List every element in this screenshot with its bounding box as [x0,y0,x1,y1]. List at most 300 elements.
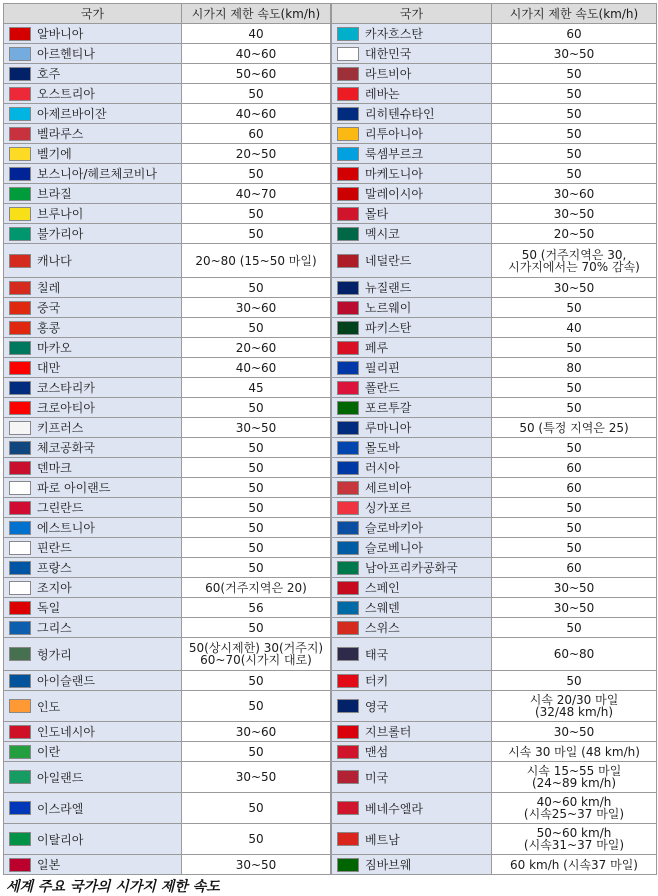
left-table [3,3,331,875]
table-row [332,164,657,184]
country-name: 체코공화국 [37,441,95,455]
country-cell [332,64,492,84]
country-cell [332,298,492,318]
flag-icon [9,699,31,713]
country-cell [332,478,492,498]
speed-limit-value: 50 [248,801,264,815]
country-name: 브루나이 [37,207,84,221]
country-cell [4,278,182,298]
country-name: 대한민국 [365,47,412,61]
speed-limit-cell [492,338,657,358]
speed-limit-cell [182,722,331,742]
speed-limit-value: 50 [566,106,582,121]
left-header-row [4,4,331,24]
country-name: 조지아 [37,581,72,595]
country-name: 칠레 [37,281,61,295]
country-cell [4,671,182,691]
country-name: 파키스탄 [365,321,412,335]
speed-limit-cell [492,438,657,458]
flag-icon [337,801,359,815]
flag-icon [9,725,31,739]
country-cell [332,458,492,478]
flag-icon [9,745,31,759]
table-row [332,598,657,618]
country-cell [4,24,182,44]
flag-icon [9,227,31,241]
speed-limit-value: 50 [248,560,264,575]
speed-limit-cell [182,124,331,144]
table-row [332,124,657,144]
country-cell [332,793,492,824]
speed-limit-value: 50 [248,320,264,335]
country-cell [4,124,182,144]
table-row [332,24,657,44]
flag-icon [337,461,359,475]
country-cell [4,104,182,124]
speed-limit-cell [492,378,657,398]
country-cell [4,224,182,244]
country-cell [332,438,492,458]
speed-limit-cell [182,618,331,638]
flag-icon [9,321,31,335]
flag-icon [337,521,359,535]
speed-limit-cell [182,164,331,184]
country-cell [4,478,182,498]
table-row [332,398,657,418]
speed-limit-cell [492,478,657,498]
country-name: 베트남 [365,832,400,847]
country-cell [4,398,182,418]
speed-limit-cell [492,691,657,722]
table-row [4,793,331,824]
flag-icon [9,341,31,355]
speed-limit-cell [182,144,331,164]
table-row [4,204,331,224]
speed-limit-value: 60 km/h (시속37 마일) [509,857,638,872]
country-cell [332,144,492,164]
flag-icon [9,647,31,661]
table-row [332,478,657,498]
speed-limit-cell [182,84,331,104]
flag-icon [337,647,359,661]
country-name: 인도네시아 [37,725,95,739]
flag-icon [9,361,31,375]
flag-icon [337,770,359,784]
speed-limit-cell [492,144,657,164]
speed-limit-cell [492,638,657,671]
flag-icon [9,27,31,41]
speed-limit-value: 50~60 [235,66,277,81]
country-name: 폴란드 [365,381,400,395]
speed-limit-cell [492,578,657,598]
speed-limit-cell [182,64,331,84]
table-row [332,638,657,671]
country-name: 아이슬랜드 [37,674,95,688]
table-row [332,691,657,722]
table-row [4,478,331,498]
table-row [332,64,657,84]
flag-icon [9,147,31,161]
speed-limit-value: 30~50 [553,206,595,221]
speed-limit-cell [182,398,331,418]
country-cell [332,762,492,793]
country-name: 헝가리 [37,647,72,662]
speed-limit-value: 40~60 km/h (시속25~37 마일) [523,795,625,821]
country-name: 알바니아 [37,27,84,41]
speed-limit-cell [182,598,331,618]
country-cell [332,124,492,144]
speed-limit-value: 50 [566,66,582,81]
speed-limit-cell [492,598,657,618]
flag-icon [9,381,31,395]
flag-icon [337,227,359,241]
country-cell [4,691,182,722]
flag-icon [337,147,359,161]
country-name: 그리스 [37,621,72,635]
flag-icon [9,674,31,688]
speed-limit-cell [182,184,331,204]
flag-icon [9,67,31,81]
country-name: 파로 아이랜드 [37,481,111,495]
speed-limit-value: 50 [248,500,264,515]
speed-limit-value: 30~60 [553,186,595,201]
speed-limit-value: 50 (거주지역은 30, 시가지에서는 70% 감속) [508,247,640,274]
table-row [4,671,331,691]
speed-limit-cell [492,358,657,378]
country-cell [4,164,182,184]
country-cell [4,824,182,855]
table-row [332,671,657,691]
country-cell [332,24,492,44]
flag-icon [9,858,31,872]
country-cell [4,498,182,518]
country-name: 레바논 [365,87,400,101]
flag-icon [337,361,359,375]
speed-limit-cell [182,44,331,64]
speed-limit-value: 50 [566,520,582,535]
country-cell [4,558,182,578]
speed-limit-value: 45 [248,380,264,395]
table-row [332,84,657,104]
country-name: 이탈리아 [37,832,84,847]
speed-limit-tables [3,3,655,875]
speed-limit-value: 50 [248,86,264,101]
country-cell [332,224,492,244]
flag-icon [337,301,359,315]
table-row [4,458,331,478]
country-name: 라트비아 [365,67,412,81]
speed-limit-value: 60(거주지역은 20) [205,580,307,595]
country-name: 미국 [365,770,389,785]
speed-limit-cell [492,855,657,875]
speed-header: 시가지 제한 속도(km/h) [492,4,657,24]
table-row [4,318,331,338]
country-cell [4,418,182,438]
flag-icon [337,561,359,575]
speed-limit-value: 60~80 [553,647,595,661]
speed-limit-cell [182,762,331,793]
speed-limit-cell [492,793,657,824]
country-name: 크로아티아 [37,401,95,415]
flag-icon [337,674,359,688]
flag-icon [337,832,359,846]
country-cell [4,598,182,618]
country-name: 홍콩 [37,321,61,335]
flag-icon [9,87,31,101]
speed-limit-cell [492,298,657,318]
speed-limit-value: 50 [248,480,264,495]
speed-limit-value: 50 [248,166,264,181]
speed-limit-value: 시속 20/30 마일 (32/48 km/h) [529,693,619,719]
speed-limit-cell [182,518,331,538]
speed-limit-cell [182,671,331,691]
country-cell [4,184,182,204]
speed-limit-value: 30~50 [553,46,595,61]
country-cell [4,855,182,875]
flag-icon [337,187,359,201]
flag-icon [337,621,359,635]
country-name: 스웨덴 [365,601,400,615]
country-name: 일본 [37,858,61,872]
table-row [332,855,657,875]
table-row [4,638,331,671]
country-cell [4,64,182,84]
flag-icon [337,127,359,141]
country-name: 아제르바이잔 [37,107,107,121]
speed-limit-value: 50 [566,126,582,141]
speed-limit-cell [492,184,657,204]
speed-limit-cell [492,244,657,278]
country-cell [332,518,492,538]
flag-icon [9,541,31,555]
speed-limit-cell [492,318,657,338]
country-cell [332,378,492,398]
speed-limit-cell [182,638,331,671]
table-row [332,618,657,638]
speed-limit-value: 50 [248,206,264,221]
flag-icon [9,521,31,535]
country-cell [332,538,492,558]
speed-limit-cell [492,742,657,762]
country-cell [332,598,492,618]
speed-limit-cell [182,824,331,855]
speed-limit-value: 60 [566,460,582,475]
speed-limit-cell [182,793,331,824]
country-cell [4,518,182,538]
country-cell [332,418,492,438]
country-cell [4,318,182,338]
country-name: 포르투갈 [365,401,412,415]
speed-limit-cell [492,671,657,691]
table-row [332,558,657,578]
table-row [332,458,657,478]
speed-limit-value: 40~60 [235,46,277,61]
speed-limit-value: 30~50 [235,420,277,435]
country-name: 러시아 [365,461,400,475]
table-row [332,578,657,598]
table-row [4,418,331,438]
flag-icon [9,207,31,221]
table-row [4,104,331,124]
table-row [332,824,657,855]
country-cell [4,244,182,278]
flag-icon [9,581,31,595]
speed-limit-value: 50 [248,520,264,535]
speed-limit-value: 50 [566,620,582,635]
speed-limit-cell [182,478,331,498]
speed-limit-cell [492,824,657,855]
country-cell [332,244,492,278]
speed-limit-cell [182,418,331,438]
country-cell [4,338,182,358]
country-name: 오스트리아 [37,87,95,101]
flag-icon [9,501,31,515]
speed-limit-cell [182,558,331,578]
country-name: 핀란드 [37,541,72,555]
table-row [332,498,657,518]
flag-icon [9,461,31,475]
country-header: 국가 [332,4,492,24]
table-row [4,398,331,418]
country-name: 브라질 [37,187,72,201]
country-cell [332,558,492,578]
speed-limit-value: 40~60 [235,360,277,375]
flag-icon [337,207,359,221]
table-row [4,762,331,793]
table-row [4,24,331,44]
country-name: 맨섬 [365,745,389,759]
speed-limit-cell [182,298,331,318]
speed-limit-cell [492,762,657,793]
table-row [332,104,657,124]
speed-limit-cell [492,458,657,478]
flag-icon [9,127,31,141]
country-cell [332,104,492,124]
speed-limit-value: 30~50 [553,280,595,295]
country-cell [332,691,492,722]
country-name: 세르비아 [365,481,412,495]
country-name: 태국 [365,647,389,662]
country-name: 룩셈부르크 [365,147,423,161]
country-cell [4,44,182,64]
country-name: 불가리아 [37,227,84,241]
speed-limit-value: 30~50 [553,580,595,595]
speed-limit-cell [182,318,331,338]
table-row [4,498,331,518]
table-row [4,338,331,358]
table-row [332,224,657,244]
country-name: 마카오 [37,341,72,355]
flag-icon [9,770,31,784]
country-name: 영국 [365,699,389,714]
speed-limit-value: 50 [566,400,582,415]
speed-limit-value: 50(상시제한) 30(거주지) 60~70(시가지 대로) [188,641,324,667]
flag-icon [337,27,359,41]
country-name: 스페인 [365,581,400,595]
speed-limit-cell [492,278,657,298]
country-name: 루마니아 [365,421,412,435]
speed-limit-value: 50 [566,440,582,455]
country-name: 인도 [37,699,61,714]
table-row [332,318,657,338]
country-name: 리히텐슈타인 [365,107,435,121]
table-row [4,184,331,204]
speed-limit-cell [492,558,657,578]
speed-limit-cell [492,398,657,418]
country-cell [332,578,492,598]
country-cell [4,84,182,104]
country-cell [4,458,182,478]
country-name: 몰도바 [365,441,400,455]
flag-icon [337,858,359,872]
country-cell [332,84,492,104]
country-name: 호주 [37,67,61,81]
table-row [332,204,657,224]
table-row [4,438,331,458]
speed-limit-cell [182,224,331,244]
country-name: 카자흐스탄 [365,27,423,41]
flag-icon [337,699,359,713]
speed-limit-value: 50 [248,540,264,555]
speed-limit-cell [492,538,657,558]
speed-limit-cell [492,84,657,104]
speed-limit-value: 50 [566,300,582,315]
speed-limit-value: 시속 30 마일 (48 km/h) [508,744,640,759]
flag-icon [337,381,359,395]
speed-limit-cell [182,498,331,518]
speed-limit-value: 40~70 [235,186,277,201]
speed-limit-value: 30~50 [553,724,595,739]
speed-limit-cell [182,742,331,762]
country-cell [4,762,182,793]
speed-limit-cell [492,498,657,518]
table-row [4,164,331,184]
speed-limit-cell [492,164,657,184]
speed-limit-cell [492,124,657,144]
speed-limit-cell [182,691,331,722]
speed-limit-cell [492,518,657,538]
country-name: 이란 [37,745,61,759]
speed-limit-value: 50 [248,460,264,475]
speed-limit-cell [182,438,331,458]
country-name: 캐나다 [37,254,72,268]
flag-icon [9,47,31,61]
country-name: 노르웨이 [365,301,412,315]
table-row [4,518,331,538]
speed-limit-value: 20~50 [553,226,595,241]
flag-icon [337,281,359,295]
speed-limit-value: 50 [566,146,582,161]
country-name: 슬로베니아 [365,541,423,555]
speed-limit-value: 60 [566,480,582,495]
table-row [4,378,331,398]
flag-icon [337,745,359,759]
speed-limit-value: 50 [248,440,264,455]
right-table [331,3,657,875]
country-name: 네덜란드 [365,254,412,268]
speed-limit-value: 80 [566,360,582,375]
speed-limit-value: 40 [566,320,582,335]
table-row [4,64,331,84]
flag-icon [9,561,31,575]
table-row [4,244,331,278]
flag-icon [337,581,359,595]
table-row [332,518,657,538]
country-cell [4,742,182,762]
country-cell [332,164,492,184]
table-row [4,855,331,875]
speed-limit-cell [182,244,331,278]
